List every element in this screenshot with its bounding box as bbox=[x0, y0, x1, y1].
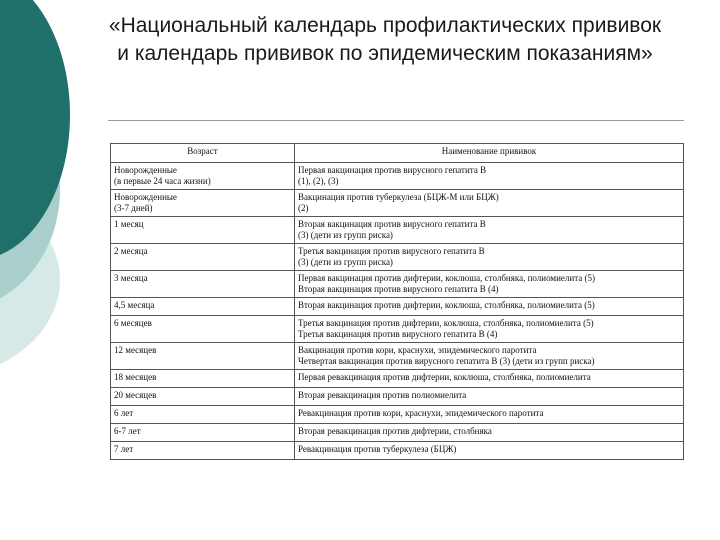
age-cell bbox=[111, 406, 295, 424]
age-cell bbox=[111, 163, 295, 190]
age-cell bbox=[111, 244, 295, 271]
vaccine-cell-line: Третья вакцинация против дифтерии, коклюша, столбняка, полиомиелита (5) bbox=[298, 318, 594, 328]
vaccine-cell bbox=[295, 388, 684, 406]
vaccine-cell bbox=[295, 343, 684, 370]
age-cell-line: 2 месяца bbox=[114, 246, 148, 256]
vaccine-cell-line: Вторая вакцинация против дифтерии, коклюша, столбняка, полиомиелита (5) bbox=[298, 300, 595, 310]
vaccine-cell-line: Первая ревакцинация против дифтерии, коклюша, столбняка, полиомиелита bbox=[298, 372, 591, 382]
table-row bbox=[111, 271, 684, 298]
age-cell bbox=[111, 370, 295, 388]
age-cell bbox=[111, 388, 295, 406]
age-cell bbox=[111, 190, 295, 217]
vaccine-cell bbox=[295, 442, 684, 460]
vaccine-cell bbox=[295, 190, 684, 217]
vaccine-cell-line: Третья вакцинация против вирусного гепатита В (4) bbox=[298, 329, 498, 339]
age-cell bbox=[111, 316, 295, 343]
vaccine-cell-line: (3) (дети из групп риска) bbox=[298, 230, 393, 240]
vaccine-cell bbox=[295, 316, 684, 343]
decor-circle-dark bbox=[0, 0, 70, 260]
vaccine-cell-line: Вторая вакцинация против вирусного гепатита В bbox=[298, 219, 486, 229]
slide-title: «Национальный календарь профилактических прививок и календарь прививок по эпидемическим показаниям» bbox=[108, 14, 662, 65]
vaccine-cell-line: Третья вакцинация против вирусного гепатита В bbox=[298, 246, 485, 256]
vaccine-cell-line: (3) (дети из групп риска) bbox=[298, 257, 393, 267]
table-row bbox=[111, 316, 684, 343]
age-cell bbox=[111, 217, 295, 244]
age-cell bbox=[111, 442, 295, 460]
header-vaccine: Наименование прививок bbox=[295, 144, 684, 163]
age-cell-line: Новорожденные bbox=[114, 192, 177, 202]
vaccine-cell-line: (1), (2), (3) bbox=[298, 176, 339, 186]
vaccine-cell bbox=[295, 217, 684, 244]
table-row bbox=[111, 424, 684, 442]
table-row bbox=[111, 244, 684, 271]
table-body bbox=[111, 163, 684, 460]
vaccine-cell bbox=[295, 406, 684, 424]
vaccine-cell bbox=[295, 163, 684, 190]
vaccine-cell bbox=[295, 370, 684, 388]
vaccine-cell-line: Ревакцинация против кори, краснухи, эпидемического паротита bbox=[298, 408, 544, 418]
vaccine-cell-line: Вторая ревакцинация против полиомиелита bbox=[298, 390, 467, 400]
vaccine-cell-line: (2) bbox=[298, 203, 309, 213]
header-age: Возраст bbox=[111, 144, 295, 163]
age-cell bbox=[111, 271, 295, 298]
table-row bbox=[111, 163, 684, 190]
vaccine-cell bbox=[295, 298, 684, 316]
age-cell-line: 1 месяц bbox=[114, 219, 144, 229]
table-row bbox=[111, 190, 684, 217]
vaccine-cell-line: Вакцинация против кори, краснухи, эпидемического паротита bbox=[298, 345, 537, 355]
vaccine-cell bbox=[295, 271, 684, 298]
age-cell bbox=[111, 424, 295, 442]
title-divider bbox=[108, 120, 684, 121]
age-cell-line: (3-7 дней) bbox=[114, 203, 153, 213]
vaccine-cell-line: Вторая вакцинация против вирусного гепатита В (4) bbox=[298, 284, 499, 294]
vaccination-schedule-table bbox=[110, 143, 684, 460]
table-row bbox=[111, 217, 684, 244]
vaccine-cell-line: Ревакцинация против туберкулеза (БЦЖ) bbox=[298, 444, 457, 454]
age-cell-line: 6 месяцев bbox=[114, 318, 152, 328]
age-cell-line: 3 месяца bbox=[114, 273, 148, 283]
age-cell-line: 7 лет bbox=[114, 444, 134, 454]
age-cell-line: 4,5 месяца bbox=[114, 300, 155, 310]
age-cell-line: 18 месяцев bbox=[114, 372, 157, 382]
age-cell-line: 20 месяцев bbox=[114, 390, 157, 400]
table-row bbox=[111, 406, 684, 424]
table-row bbox=[111, 298, 684, 316]
table-row bbox=[111, 442, 684, 460]
table-row bbox=[111, 343, 684, 370]
decorative-circles bbox=[0, 0, 100, 540]
age-cell-line: 6-7 лет bbox=[114, 426, 141, 436]
age-cell-line: 6 лет bbox=[114, 408, 134, 418]
vaccine-cell-line: Четвертая вакцинация против вирусного гепатита В (3) (дети из групп риска) bbox=[298, 356, 595, 366]
age-cell-line: Новорожденные bbox=[114, 165, 177, 175]
vaccine-cell-line: Первая вакцинация против вирусного гепатита В bbox=[298, 165, 487, 175]
vaccine-cell-line: Вакцинация против туберкулеза (БЦЖ-М или БЦЖ) bbox=[298, 192, 499, 202]
table-row bbox=[111, 388, 684, 406]
age-cell-line: (в первые 24 часа жизни) bbox=[114, 176, 211, 186]
vaccine-cell-line: Первая вакцинация против дифтерии, коклюша, столбняка, полиомиелита (5) bbox=[298, 273, 596, 283]
age-cell bbox=[111, 298, 295, 316]
table-row bbox=[111, 370, 684, 388]
vaccine-cell-line: Вторая ревакцинация против дифтерии, столбняка bbox=[298, 426, 492, 436]
table-header-row bbox=[111, 144, 684, 163]
vaccine-cell bbox=[295, 244, 684, 271]
vaccine-cell bbox=[295, 424, 684, 442]
age-cell bbox=[111, 343, 295, 370]
age-cell-line: 12 месяцев bbox=[114, 345, 157, 355]
